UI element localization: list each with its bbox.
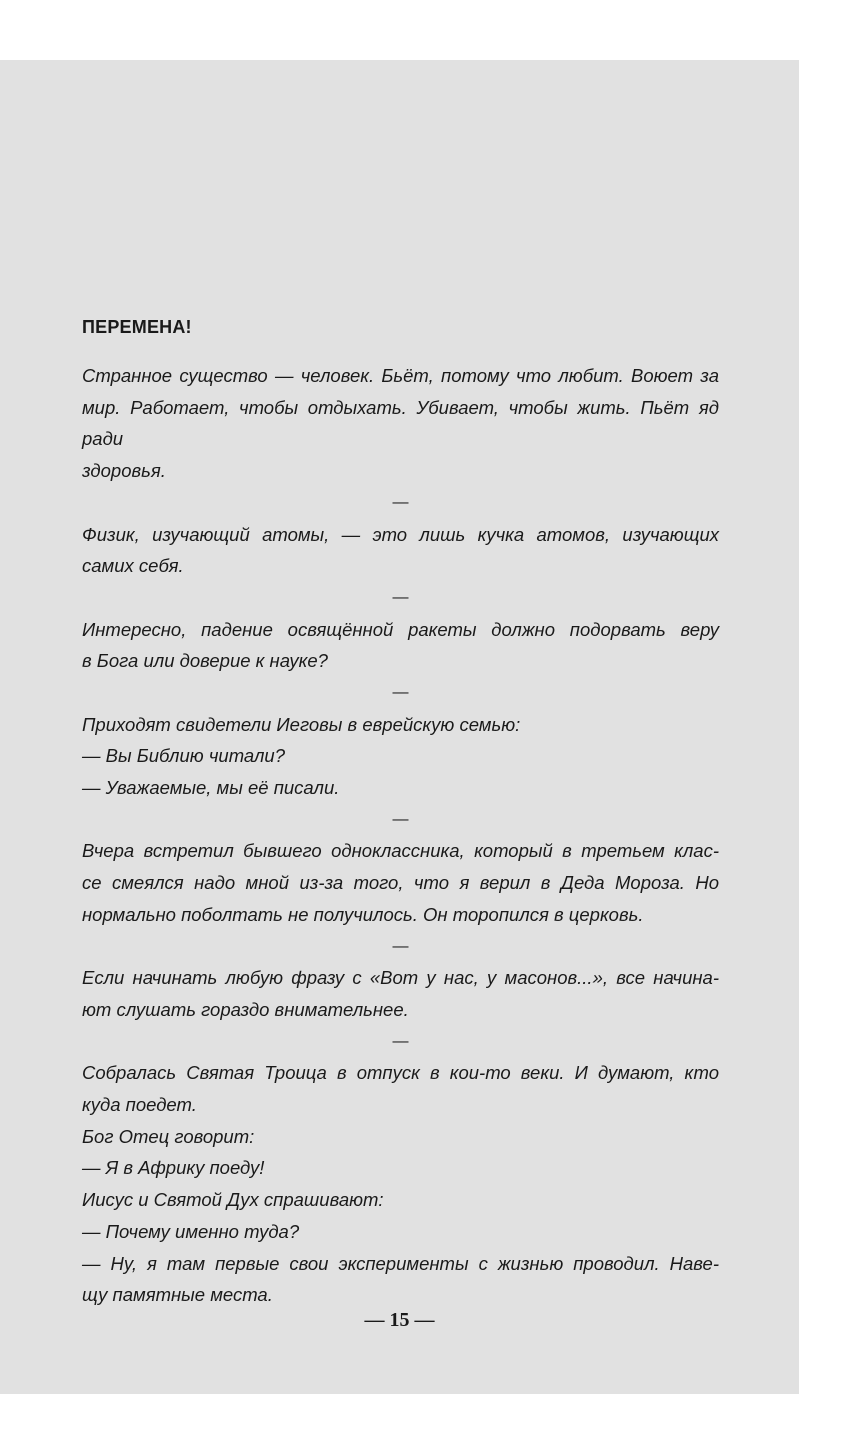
- book-page: [0, 60, 799, 1394]
- joke-line: Иисус и Святой Дух спрашивают:: [82, 1189, 384, 1211]
- joke-line: — Ну, я там первые свои эксперименты с жизнью проводил. Наве-: [82, 1252, 719, 1274]
- joke-2: [82, 519, 719, 582]
- joke-line: Вчера встретил бывшего одноклассника, который в третьем клас-: [82, 840, 719, 862]
- joke-1: [82, 360, 719, 487]
- chapter-title: ПЕРЕМЕНА!: [82, 317, 192, 337]
- joke-line: Собралась Святая Троица в отпуск в кои-то веки. И думают, кто: [82, 1062, 719, 1084]
- separator-dash: —: [392, 493, 409, 511]
- separator-dash: —: [392, 684, 409, 701]
- joke-line: — Вы Библию читали?: [82, 745, 285, 767]
- joke-line: Бог Отец говорит:: [82, 1125, 255, 1147]
- joke-line: щу памятные места.: [82, 1284, 273, 1306]
- joke-line: ют слушать гораздо внимательнее.: [82, 998, 409, 1020]
- jokes-content: [82, 360, 719, 1311]
- joke-line: Странное существо — человек. Бьёт, потому что любит. Воюет за: [82, 365, 719, 386]
- joke-line: Интересно, падение освящённой ракеты должно подорвать веру: [82, 618, 719, 640]
- separator-dash: —: [392, 588, 409, 606]
- separator-dash: —: [392, 937, 409, 955]
- joke-line: самих себя.: [82, 555, 184, 577]
- separator-dash: —: [392, 810, 409, 828]
- joke-line: Физик, изучающий атомы, — это лишь кучка атомов, изучающих: [82, 523, 719, 545]
- joke-6: [82, 962, 719, 1025]
- joke-line: — Я в Африку поеду!: [82, 1157, 265, 1179]
- joke-line: се смеялся надо мной из-за того, что я верил в Деда Мороза. Но: [82, 872, 719, 894]
- joke-line: — Уважаемые, мы её писали.: [82, 777, 340, 799]
- joke-line: куда поедет.: [82, 1094, 197, 1116]
- joke-3: [82, 614, 719, 677]
- joke-line: — Почему именно туда?: [82, 1220, 300, 1242]
- separator-dash: —: [392, 1032, 409, 1050]
- joke-line: в Бога или доверие к науке?: [82, 650, 328, 672]
- joke-5: [82, 835, 719, 930]
- page-number: — 15 —: [364, 1309, 435, 1331]
- joke-4: [82, 709, 719, 804]
- joke-line: Приходят свидетели Иеговы в еврейскую семью:: [82, 713, 521, 735]
- joke-line: Если начинать любую фразу с «Вот у нас, у масонов...», все начина-: [82, 967, 719, 989]
- joke-7: [82, 1057, 719, 1311]
- joke-line: нормально поболтать не получилось. Он торопился в церковь.: [82, 903, 644, 925]
- joke-line: здоровья.: [82, 460, 166, 482]
- joke-line: мир. Работает, чтобы отдыхать. Убивает, чтобы жить. Пьёт яд ради: [82, 396, 719, 450]
